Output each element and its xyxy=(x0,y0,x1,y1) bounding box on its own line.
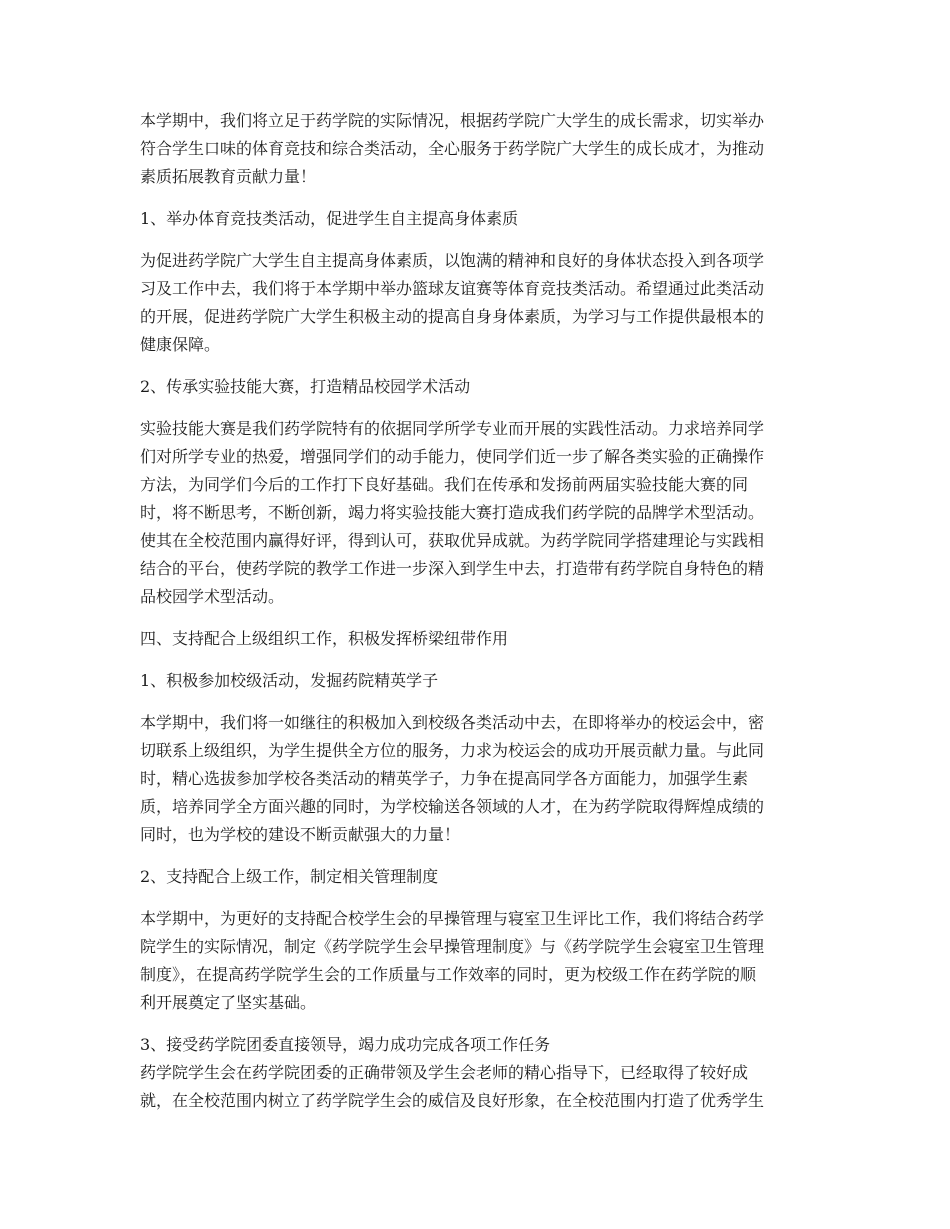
lab-contest-paragraph: 实验技能大赛是我们药学院特有的依据同学所学专业而开展的实践性活动。力求培养同学 们对所学专业的热爱，增强同学们的动手能力，使同学们近一步了解各类实验的正确操作 方法，为同学们今后的工作打下良好基础。我们在传承和发扬前两届实验技能大赛的同 时，将不断思考，不断创新，竭力将实验技能大赛打造成我们药学院的品牌学术型活动。 使其在全校范围内赢得好评，得到认可，获取优异成就。为药学院同学搭建理论与实践相 结合的平台，使药学院的教学工作进一步深入到学生中去，打造带有药学院自身特色的精 品校园学术型活动。 xyxy=(140,419,765,606)
document-page xyxy=(140,107,810,1129)
school-activities-paragraph: 本学期中，我们将一如继往的积极加入到校级各类活动中去，在即将举办的校运会中，密 切联系上级组织，为学生提供全方位的服务，力求为校运会的成功开展贡献力量。与此同 时，精心选拔参加学校各类活动的精英学子，力争在提高同学各方面能力，加强学生素 质，培养同学全方面兴趣的同时，为学校输送各领域的人才，在为药学院取得辉煌成绩的 同时，也为学校的建设不断贡献强大的力量！ xyxy=(140,713,765,844)
section-heading-league-leadership: 3、接受药学院团委直接领导，竭力成功完成各项工作任务 xyxy=(140,1035,551,1054)
league-leadership-paragraph: 药学院学生会在药学院团委的正确带领及学生会老师的精心指导下，已经取得了较好成 就，在全校范围内树立了药学院学生会的威信及良好形象，在全校范围内打造了优秀学生 xyxy=(140,1063,765,1110)
section-heading-sports: 1、举办体育竞技类活动，促进学生自主提高身体素质 xyxy=(140,209,519,228)
sports-paragraph: 为促进药学院广大学生自主提高身体素质，以饱满的精神和良好的身体状态投入到各项学 习及工作中去，我们将于本学期中举办篮球友谊赛等体育竞技类活动。希望通过此类活动 的开展，促进药学院广大学生积极主动的提高自身身体素质，为学习与工作提供最根本的 健康保障。 xyxy=(140,251,765,354)
intro-paragraph: 本学期中，我们将立足于药学院的实际情况，根据药学院广大学生的成长需求，切实举办 符合学生口味的体育竞技和综合类活动，全心服务于药学院广大学生的成长成才，为推动 素质拓展教育贡献力量！ xyxy=(140,111,765,186)
chapter-heading-four: 四、支持配合上级组织工作，积极发挥桥梁纽带作用 xyxy=(140,629,509,648)
section-heading-school-activities: 1、积极参加校级活动，发掘药院精英学子 xyxy=(140,671,439,690)
section-heading-lab-contest: 2、传承实验技能大赛，打造精品校园学术活动 xyxy=(140,377,471,396)
section-heading-management-rules: 2、支持配合上级工作，制定相关管理制度 xyxy=(140,867,439,886)
management-rules-paragraph: 本学期中，为更好的支持配合校学生会的早操管理与寝室卫生评比工作，我们将结合药学 院学生的实际情况，制定《药学院学生会早操管理制度》与《药学院学生会寝室卫生管理 制度》，在提高药学院学生会的工作质量与工作效率的同时，更为校级工作在药学院的顺 利开展奠定了坚实基础。 xyxy=(140,909,765,1012)
